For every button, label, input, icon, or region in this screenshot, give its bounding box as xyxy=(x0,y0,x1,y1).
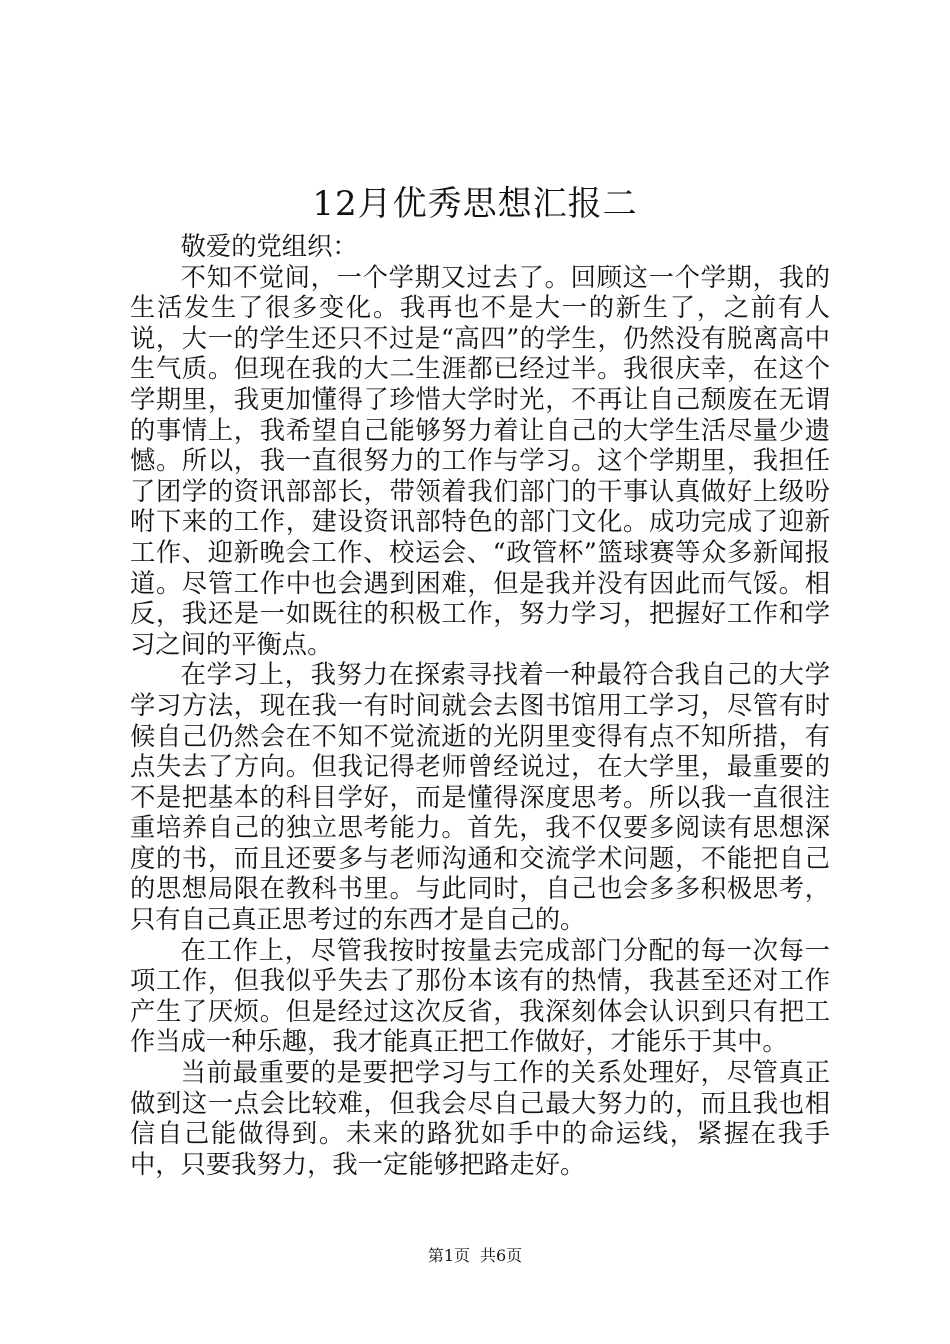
document-body xyxy=(130,232,830,1180)
page-number: 第1页 xyxy=(427,1246,470,1265)
salutation: 敬爱的党组织： xyxy=(180,232,358,261)
paragraph-1: 不知不觉间，一个学期又过去了。回顾这一个学期，我的生活发生了很多变化。我再也不是大一的新生了，之前有人说，大一的学生还只不过是“高四”的学生，仍然没有脱离高中生气质。但现在我的大二生涯都已经过半。我很庆幸，在这个学期里，我更加懂得了珍惜大学时光，不再让自己颓废在无谓的事情上，我希望自己能够努力着让自己的大学生活尽量少遗憾。所以，我一直很努力的工作与学习。这个学期里，我担任了团学的资讯部部长，带领着我们部门的干事认真做好上级吩咐下来的工作，建设资讯部特色的部门文化。成功完成了迎新工作、迎新晚会工作、校运会、“政管杯”篮球赛等众多新闻报道。尽管工作中也会遇到困难，但是我并没有因此而气馁。相反，我还是一如既往的积极工作，努力学习，把握好工作和学习之间的平衡点。 xyxy=(130,262,830,659)
document-title: 12月优秀思想汇报二 xyxy=(312,184,638,224)
paragraph-4: 当前最重要的是要把学习与工作的关系处理好，尽管真正做到这一点会比较难，但我会尽自己最大努力的，而且我也相信自己能做得到。未来的路犹如手中的命运线，紧握在我手中，只要我努力，我一定能够把路走好。 xyxy=(130,1058,830,1179)
page-footer xyxy=(0,1245,950,1267)
paragraph-2: 在学习上，我努力在探索寻找着一种最符合我自己的大学学习方法，现在我一有时间就会去图书馆用工学习，尽管有时候自己仍然会在不知不觉流逝的光阴里变得有点不知所措，有点失去了方向。但我记得老师曾经说过，在大学里，最重要的不是把基本的科目学好，而是懂得深度思考。所以我一直很注重培养自己的独立思考能力。首先，我不仅要多阅读有思想深度的书，而且还要多与老师沟通和交流学术问题，不能把自己的思想局限在教科书里。与此同时，自己也会多多积极思考，只有自己真正思考过的东西才是自己的。 xyxy=(130,660,830,935)
page-total: 共6页 xyxy=(480,1246,523,1265)
paragraph-3: 在工作上，尽管我按时按量去完成部门分配的每一次每一项工作，但我似乎失去了那份本该有的热情，我甚至还对工作产生了厌烦。但是经过这次反省，我深刻体会认识到只有把工作当成一种乐趣，我才能真正把工作做好，才能乐于其中。 xyxy=(130,935,830,1057)
